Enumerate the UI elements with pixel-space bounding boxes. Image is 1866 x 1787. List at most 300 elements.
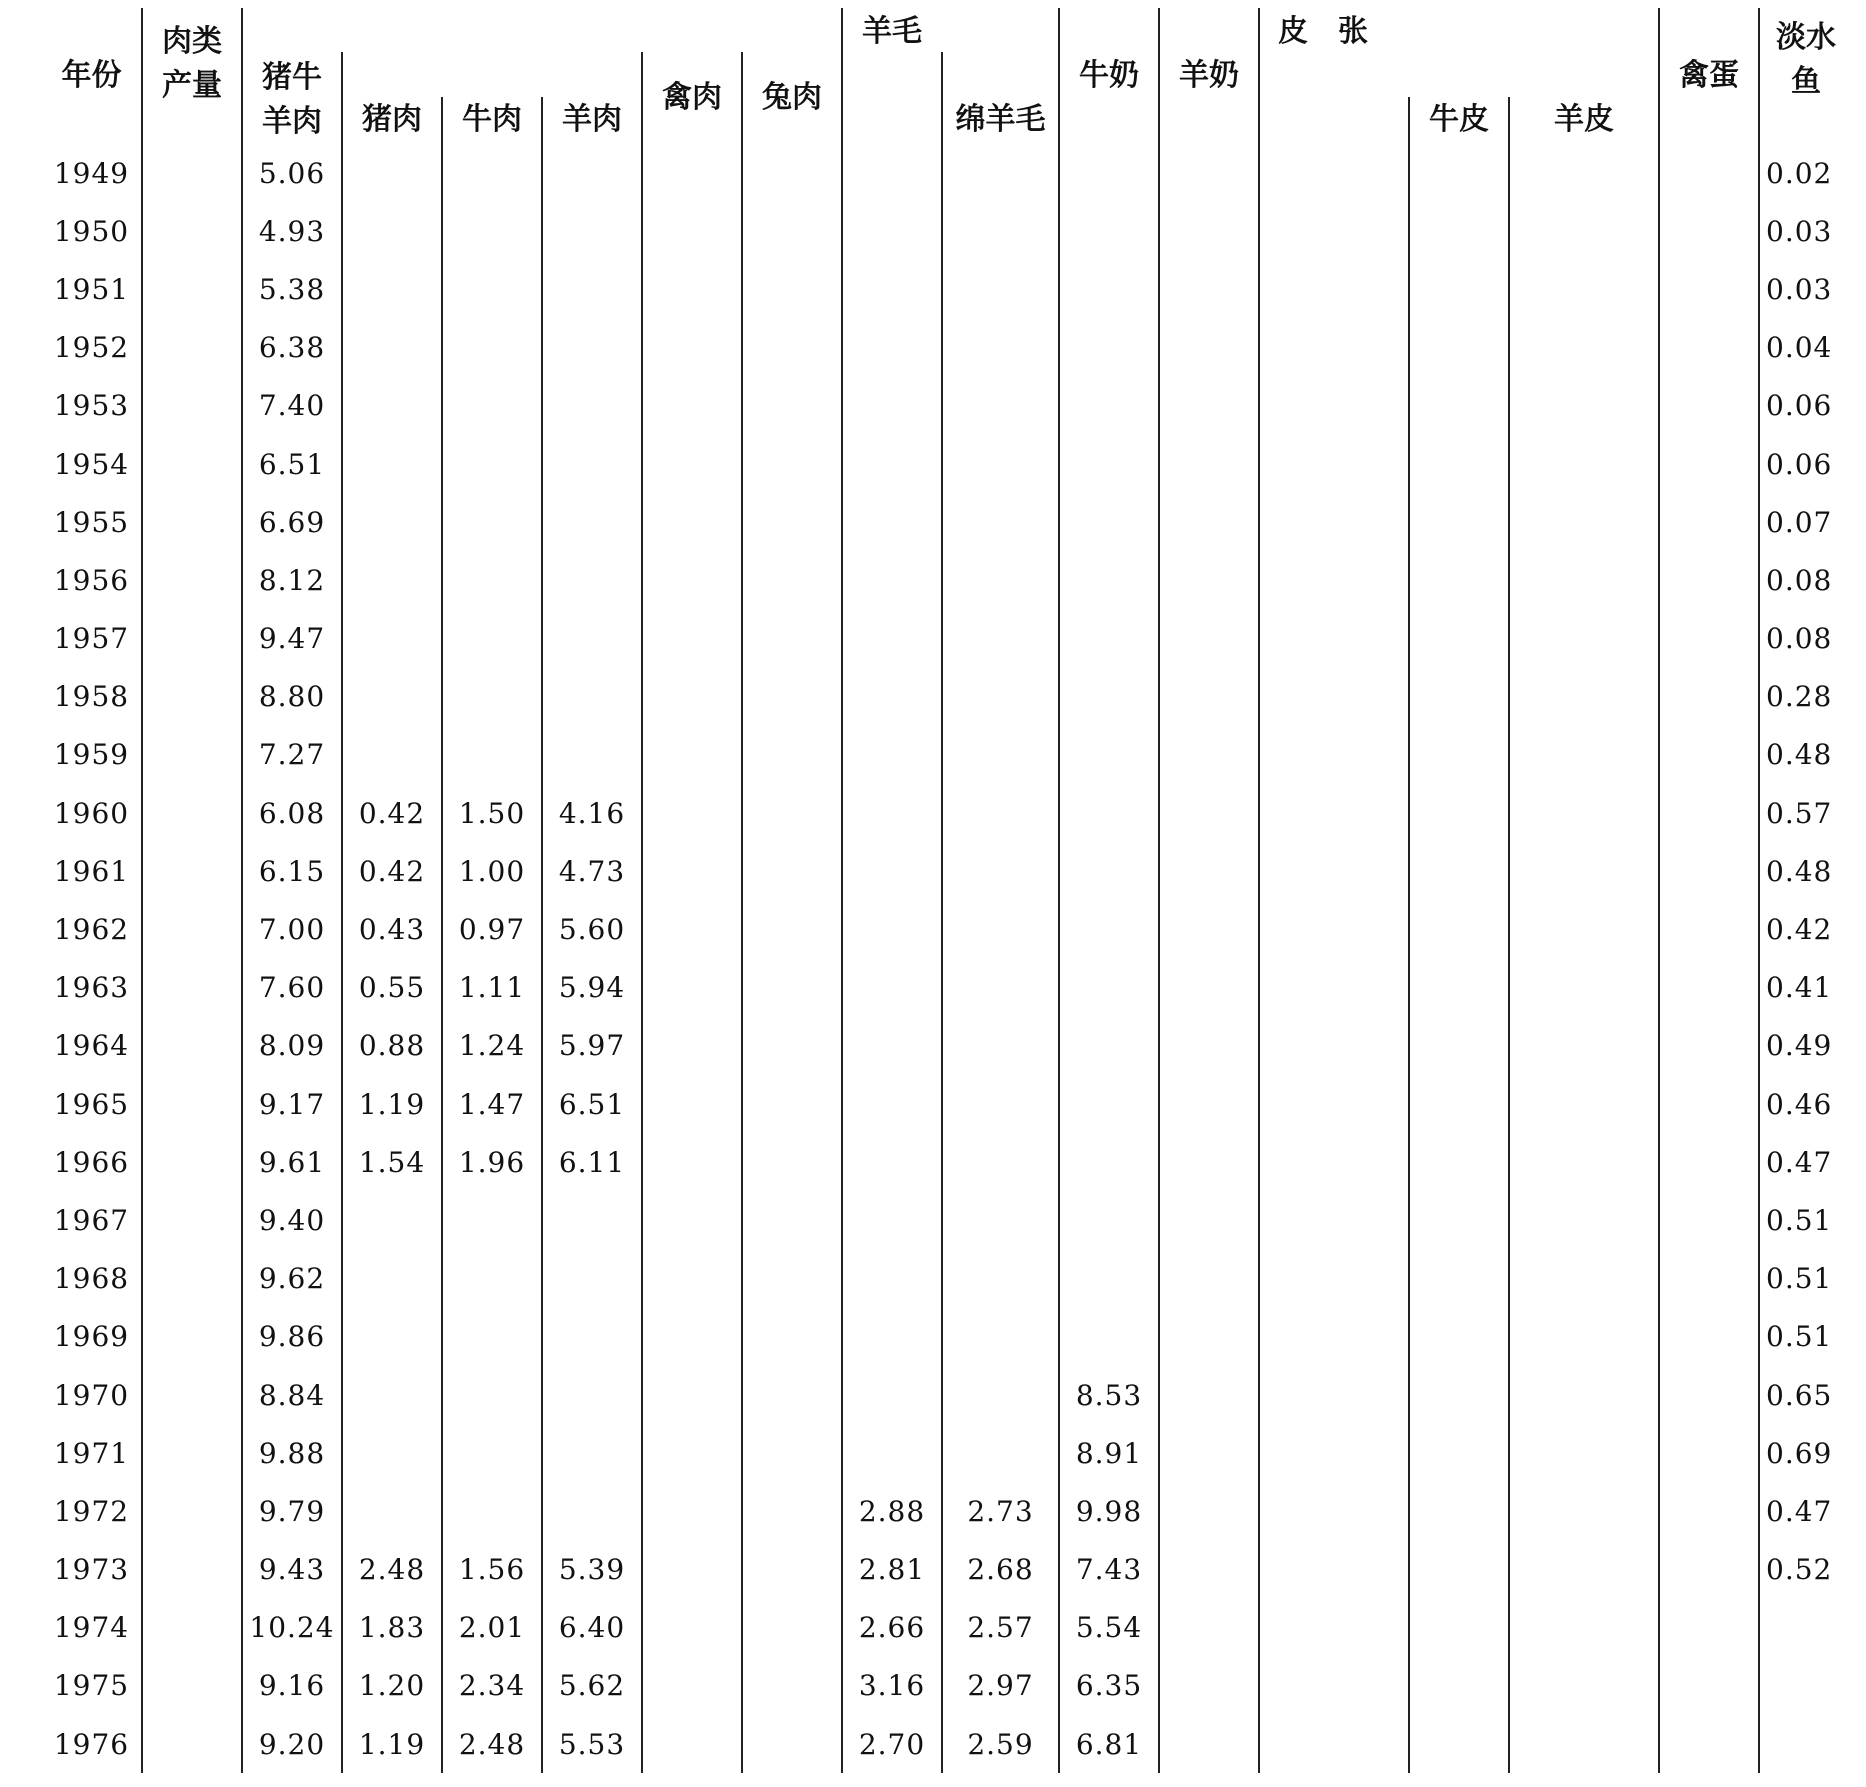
header-pork-label: 猪肉 xyxy=(362,102,422,138)
cell-empty xyxy=(1659,1715,1759,1773)
cell-mutton xyxy=(542,1424,642,1482)
cell-empty xyxy=(1509,377,1659,435)
header-fish-line1: 淡水 xyxy=(1776,20,1836,55)
cell-pbm: 6.51 xyxy=(242,435,342,493)
cell-pbm: 9.20 xyxy=(242,1715,342,1773)
cell-year: 1955 xyxy=(53,505,130,539)
cell-wool xyxy=(842,1075,942,1133)
table-row xyxy=(42,668,1852,726)
cell-sheep-wool xyxy=(942,1424,1059,1482)
cell-empty xyxy=(1159,260,1259,318)
cell-mutton: 6.51 xyxy=(542,1075,642,1133)
cell-fish: 0.03 xyxy=(1759,260,1852,318)
cell-mutton: 5.53 xyxy=(542,1715,642,1773)
cell-milk: 9.98 xyxy=(1059,1482,1159,1540)
cell-empty xyxy=(1259,1715,1409,1773)
cell-empty xyxy=(1509,551,1659,609)
cell-empty xyxy=(1259,1482,1409,1540)
header-year xyxy=(42,8,142,144)
cell-fish: 0.07 xyxy=(1759,493,1852,551)
cell-empty xyxy=(1159,1017,1259,1075)
cell-empty xyxy=(1159,202,1259,260)
cell-empty xyxy=(742,1075,842,1133)
cell-empty xyxy=(142,1657,242,1715)
cell-empty xyxy=(1409,377,1509,435)
table-row xyxy=(42,202,1852,260)
cell-sheep-wool xyxy=(942,260,1059,318)
cell-fish xyxy=(1759,1599,1852,1657)
table-row xyxy=(42,1133,1852,1191)
cell-pbm: 9.61 xyxy=(242,1133,342,1191)
cell-pork xyxy=(342,377,442,435)
cell-mutton xyxy=(542,1482,642,1540)
cell-fish: 0.47 xyxy=(1759,1482,1852,1540)
cell-sheep-wool: 2.97 xyxy=(942,1657,1059,1715)
cell-empty xyxy=(142,1599,242,1657)
cell-fish: 0.51 xyxy=(1759,1250,1852,1308)
cell-wool xyxy=(842,551,942,609)
cell-beef xyxy=(442,202,542,260)
cell-pork xyxy=(342,610,442,668)
cell-empty xyxy=(1509,959,1659,1017)
header-meat-subgroup-spacer xyxy=(342,52,642,97)
cell-pbm: 5.06 xyxy=(242,144,342,202)
cell-empty xyxy=(1159,959,1259,1017)
cell-empty xyxy=(742,1133,842,1191)
cell-empty xyxy=(1409,1191,1509,1249)
cell-empty xyxy=(742,610,842,668)
cell-milk: 8.53 xyxy=(1059,1366,1159,1424)
cell-empty xyxy=(1259,144,1409,202)
cell-empty xyxy=(642,319,742,377)
cell-wool: 3.16 xyxy=(842,1657,942,1715)
cell-wool xyxy=(842,260,942,318)
cell-fish xyxy=(1759,1715,1852,1773)
cell-empty xyxy=(142,900,242,958)
cell-mutton: 4.16 xyxy=(542,784,642,842)
cell-wool: 2.66 xyxy=(842,1599,942,1657)
cell-empty xyxy=(642,144,742,202)
cell-pbm: 8.09 xyxy=(242,1017,342,1075)
cell-empty xyxy=(142,1424,242,1482)
cell-wool xyxy=(842,435,942,493)
cell-empty xyxy=(1159,900,1259,958)
cell-beef: 1.50 xyxy=(442,784,542,842)
cell-milk xyxy=(1059,900,1159,958)
cell-fish: 0.06 xyxy=(1759,377,1852,435)
cell-empty xyxy=(642,784,742,842)
cell-fish: 0.51 xyxy=(1759,1191,1852,1249)
cell-empty xyxy=(1259,726,1409,784)
cell-empty xyxy=(1509,1366,1659,1424)
cell-pork xyxy=(342,260,442,318)
cell-pork xyxy=(342,1366,442,1424)
cell-empty xyxy=(642,1482,742,1540)
cell-empty xyxy=(642,1133,742,1191)
header-cowhide-label: 牛皮 xyxy=(1429,102,1489,138)
cell-mutton xyxy=(542,260,642,318)
header-meat-output xyxy=(142,8,242,144)
cell-empty xyxy=(1659,610,1759,668)
header-wool-sub-spacer xyxy=(942,52,1059,97)
cell-milk xyxy=(1059,726,1159,784)
cell-empty xyxy=(1509,1715,1659,1773)
header-sheepskin xyxy=(1509,97,1659,144)
cell-empty xyxy=(1409,1017,1509,1075)
cell-sheep-wool: 2.59 xyxy=(942,1715,1059,1773)
cell-empty xyxy=(742,260,842,318)
cell-mutton xyxy=(542,435,642,493)
cell-beef xyxy=(442,260,542,318)
cell-milk xyxy=(1059,668,1159,726)
cell-beef xyxy=(442,551,542,609)
cell-milk xyxy=(1059,784,1159,842)
cell-fish: 0.69 xyxy=(1759,1424,1852,1482)
cell-beef: 1.96 xyxy=(442,1133,542,1191)
cell-beef xyxy=(442,1424,542,1482)
cell-empty xyxy=(142,726,242,784)
cell-milk xyxy=(1059,1075,1159,1133)
cell-beef xyxy=(442,319,542,377)
cell-pork: 1.83 xyxy=(342,1599,442,1657)
cell-mutton xyxy=(542,493,642,551)
header-beef-label: 牛肉 xyxy=(462,102,522,138)
cell-milk xyxy=(1059,260,1159,318)
cell-empty xyxy=(1409,1366,1509,1424)
cell-empty xyxy=(642,551,742,609)
cell-milk: 6.81 xyxy=(1059,1715,1159,1773)
cell-empty xyxy=(742,959,842,1017)
cell-empty xyxy=(1509,1075,1659,1133)
cell-milk xyxy=(1059,842,1159,900)
cell-pork xyxy=(342,1482,442,1540)
cell-beef: 1.47 xyxy=(442,1075,542,1133)
table-row xyxy=(42,1541,1852,1599)
cell-empty xyxy=(1259,1657,1409,1715)
cell-fish: 0.65 xyxy=(1759,1366,1852,1424)
table-row xyxy=(42,435,1852,493)
cell-pork: 1.19 xyxy=(342,1075,442,1133)
cell-empty xyxy=(1659,1657,1759,1715)
cell-empty xyxy=(1159,1482,1259,1540)
cell-wool: 2.70 xyxy=(842,1715,942,1773)
cell-empty xyxy=(742,319,842,377)
header-pork xyxy=(342,97,442,144)
cell-mutton xyxy=(542,551,642,609)
cell-fish xyxy=(1759,1657,1852,1715)
cell-empty xyxy=(1659,1599,1759,1657)
table-row xyxy=(42,1191,1852,1249)
cell-pork xyxy=(342,144,442,202)
cell-sheep-wool: 2.57 xyxy=(942,1599,1059,1657)
cell-sheep-wool: 2.68 xyxy=(942,1541,1059,1599)
header-goat-milk-label: 羊奶 xyxy=(1179,58,1239,93)
cell-sheep-wool xyxy=(942,1075,1059,1133)
cell-pbm: 5.38 xyxy=(242,260,342,318)
cell-empty xyxy=(1259,1541,1409,1599)
cell-year: 1949 xyxy=(53,156,130,190)
livestock-production-table xyxy=(42,8,1852,1773)
cell-empty xyxy=(1259,1308,1409,1366)
cell-wool xyxy=(842,1017,942,1075)
cell-empty xyxy=(1159,1541,1259,1599)
cell-empty xyxy=(1409,435,1509,493)
cell-empty xyxy=(1659,435,1759,493)
cell-empty xyxy=(1259,202,1409,260)
cell-beef: 1.56 xyxy=(442,1541,542,1599)
cell-pbm: 8.84 xyxy=(242,1366,342,1424)
cell-beef: 1.24 xyxy=(442,1017,542,1075)
cell-empty xyxy=(742,1308,842,1366)
cell-sheep-wool xyxy=(942,842,1059,900)
cell-empty xyxy=(1509,1191,1659,1249)
cell-empty xyxy=(1659,144,1759,202)
cell-empty xyxy=(742,551,842,609)
cell-empty xyxy=(1159,1191,1259,1249)
cell-pork xyxy=(342,551,442,609)
cell-empty xyxy=(1409,1424,1509,1482)
cell-pork xyxy=(342,319,442,377)
cell-beef xyxy=(442,668,542,726)
header-beef xyxy=(442,97,542,144)
cell-empty xyxy=(642,1541,742,1599)
cell-year: 1973 xyxy=(53,1553,130,1587)
cell-sheep-wool xyxy=(942,900,1059,958)
cell-empty xyxy=(1509,1424,1659,1482)
cell-empty xyxy=(1259,377,1409,435)
table-row xyxy=(42,1482,1852,1540)
cell-sheep-wool xyxy=(942,726,1059,784)
cell-empty xyxy=(142,1366,242,1424)
cell-empty xyxy=(1659,202,1759,260)
cell-year: 1967 xyxy=(53,1203,130,1237)
cell-wool xyxy=(842,1191,942,1249)
cell-empty xyxy=(1409,726,1509,784)
cell-empty xyxy=(1509,610,1659,668)
cell-beef xyxy=(442,726,542,784)
cell-mutton: 5.94 xyxy=(542,959,642,1017)
cell-beef xyxy=(442,493,542,551)
table-row xyxy=(42,144,1852,202)
cell-pork xyxy=(342,1308,442,1366)
cell-beef xyxy=(442,435,542,493)
cell-empty xyxy=(142,1308,242,1366)
cell-empty xyxy=(1159,144,1259,202)
cell-pbm: 6.15 xyxy=(242,842,342,900)
cell-sheep-wool xyxy=(942,610,1059,668)
cell-year: 1952 xyxy=(53,331,130,365)
cell-beef: 0.97 xyxy=(442,900,542,958)
header-sheepskin-label: 羊皮 xyxy=(1554,102,1614,138)
cell-sheep-wool xyxy=(942,1366,1059,1424)
cell-empty xyxy=(142,144,242,202)
cell-year: 1956 xyxy=(53,563,130,597)
cell-pork xyxy=(342,202,442,260)
cell-empty xyxy=(1659,1250,1759,1308)
cell-beef xyxy=(442,610,542,668)
cell-empty xyxy=(1159,668,1259,726)
table-row xyxy=(42,1017,1852,1075)
cell-empty xyxy=(1159,551,1259,609)
cell-empty xyxy=(1509,260,1659,318)
cell-wool xyxy=(842,959,942,1017)
cell-empty xyxy=(142,1482,242,1540)
table-row xyxy=(42,260,1852,318)
cell-mutton xyxy=(542,1250,642,1308)
cell-empty xyxy=(1509,1017,1659,1075)
cell-empty xyxy=(1659,726,1759,784)
cell-pbm: 9.17 xyxy=(242,1075,342,1133)
cell-year: 1959 xyxy=(53,738,130,772)
cell-pbm: 7.40 xyxy=(242,377,342,435)
cell-empty xyxy=(1409,1250,1509,1308)
cell-pbm: 10.24 xyxy=(242,1599,342,1657)
cell-mutton xyxy=(542,1191,642,1249)
cell-empty xyxy=(742,784,842,842)
cell-mutton: 5.62 xyxy=(542,1657,642,1715)
cell-empty xyxy=(1509,1308,1659,1366)
cell-year: 1953 xyxy=(53,389,130,423)
cell-empty xyxy=(1659,1191,1759,1249)
cell-empty xyxy=(1409,1599,1509,1657)
cell-beef: 1.00 xyxy=(442,842,542,900)
table-row xyxy=(42,1075,1852,1133)
cell-empty xyxy=(1509,202,1659,260)
cell-empty xyxy=(1659,551,1759,609)
cell-empty xyxy=(1159,1366,1259,1424)
cell-empty xyxy=(1659,1308,1759,1366)
cell-empty xyxy=(1259,435,1409,493)
cell-milk: 8.91 xyxy=(1059,1424,1159,1482)
header-poultry xyxy=(642,52,742,144)
cell-fish: 0.08 xyxy=(1759,610,1852,668)
cell-empty xyxy=(642,435,742,493)
cell-fish: 0.28 xyxy=(1759,668,1852,726)
table-row xyxy=(42,784,1852,842)
cell-empty xyxy=(142,1250,242,1308)
cell-milk xyxy=(1059,1191,1159,1249)
cell-milk: 7.43 xyxy=(1059,1541,1159,1599)
cell-milk xyxy=(1059,1308,1159,1366)
header-mutton-label: 羊肉 xyxy=(562,102,622,138)
cell-mutton: 5.60 xyxy=(542,900,642,958)
cell-sheep-wool: 2.73 xyxy=(942,1482,1059,1540)
cell-empty xyxy=(642,260,742,318)
cell-wool xyxy=(842,144,942,202)
cell-pbm: 8.12 xyxy=(242,551,342,609)
cell-empty xyxy=(1159,1715,1259,1773)
cell-empty xyxy=(742,1424,842,1482)
cell-pork: 0.88 xyxy=(342,1017,442,1075)
header-mutton xyxy=(542,97,642,144)
cell-empty xyxy=(1259,959,1409,1017)
cell-pork xyxy=(342,1424,442,1482)
cell-empty xyxy=(642,1075,742,1133)
cell-empty xyxy=(1659,1075,1759,1133)
cell-year: 1951 xyxy=(53,272,130,306)
cell-empty xyxy=(1409,493,1509,551)
cell-empty xyxy=(742,1017,842,1075)
cell-fish: 0.51 xyxy=(1759,1308,1852,1366)
cell-sheep-wool xyxy=(942,1308,1059,1366)
cell-mutton: 6.40 xyxy=(542,1599,642,1657)
header-sheep-wool-label: 绵羊毛 xyxy=(955,102,1046,138)
header-goat-milk xyxy=(1159,8,1259,144)
header-eggs-label: 禽蛋 xyxy=(1679,58,1739,93)
cell-empty xyxy=(1409,959,1509,1017)
cell-empty xyxy=(642,1657,742,1715)
cell-pbm: 7.27 xyxy=(242,726,342,784)
cell-empty xyxy=(1409,900,1509,958)
cell-empty xyxy=(1659,842,1759,900)
cell-empty xyxy=(1159,1250,1259,1308)
cell-empty xyxy=(1659,1424,1759,1482)
cell-empty xyxy=(1259,842,1409,900)
cell-fish: 0.42 xyxy=(1759,900,1852,958)
cell-fish: 0.02 xyxy=(1759,144,1852,202)
cell-empty xyxy=(1159,1075,1259,1133)
cell-fish: 0.03 xyxy=(1759,202,1852,260)
cell-milk: 5.54 xyxy=(1059,1599,1159,1657)
cell-empty xyxy=(742,1657,842,1715)
cell-empty xyxy=(742,668,842,726)
cell-empty xyxy=(142,377,242,435)
cell-beef xyxy=(442,1250,542,1308)
header-rabbit-label: 兔肉 xyxy=(762,80,822,115)
cell-empty xyxy=(642,1366,742,1424)
cell-empty xyxy=(1259,260,1409,318)
cell-mutton xyxy=(542,668,642,726)
cell-empty xyxy=(1659,1541,1759,1599)
cell-empty xyxy=(1159,784,1259,842)
cell-pbm: 6.69 xyxy=(242,493,342,551)
cell-milk xyxy=(1059,377,1159,435)
header-pbm-line2: 羊肉 xyxy=(262,104,322,139)
cell-sheep-wool xyxy=(942,377,1059,435)
cell-beef xyxy=(442,377,542,435)
cell-empty xyxy=(1259,1599,1409,1657)
cell-empty xyxy=(1659,260,1759,318)
cell-empty xyxy=(1409,1308,1509,1366)
cell-empty xyxy=(1259,1366,1409,1424)
cell-fish: 0.48 xyxy=(1759,842,1852,900)
cell-empty xyxy=(1659,1482,1759,1540)
table-row xyxy=(42,1715,1852,1773)
cell-empty xyxy=(1259,493,1409,551)
cell-empty xyxy=(1159,1657,1259,1715)
header-hides-sub-spacer-b xyxy=(1509,52,1659,97)
cell-milk xyxy=(1059,551,1159,609)
cell-mutton: 6.11 xyxy=(542,1133,642,1191)
table-row xyxy=(42,610,1852,668)
cell-empty xyxy=(742,1715,842,1773)
cell-empty xyxy=(742,202,842,260)
header-pork-beef-mutton xyxy=(242,52,342,144)
cell-sheep-wool xyxy=(942,668,1059,726)
cell-wool xyxy=(842,726,942,784)
cell-wool xyxy=(842,1366,942,1424)
cell-empty xyxy=(142,1017,242,1075)
cell-wool xyxy=(842,319,942,377)
cell-year: 1970 xyxy=(53,1378,130,1412)
cell-pbm: 9.62 xyxy=(242,1250,342,1308)
cell-mutton xyxy=(542,610,642,668)
cell-milk xyxy=(1059,202,1159,260)
cell-year: 1957 xyxy=(53,622,130,656)
cell-sheep-wool xyxy=(942,202,1059,260)
cell-year: 1958 xyxy=(53,680,130,714)
cell-empty xyxy=(742,1191,842,1249)
